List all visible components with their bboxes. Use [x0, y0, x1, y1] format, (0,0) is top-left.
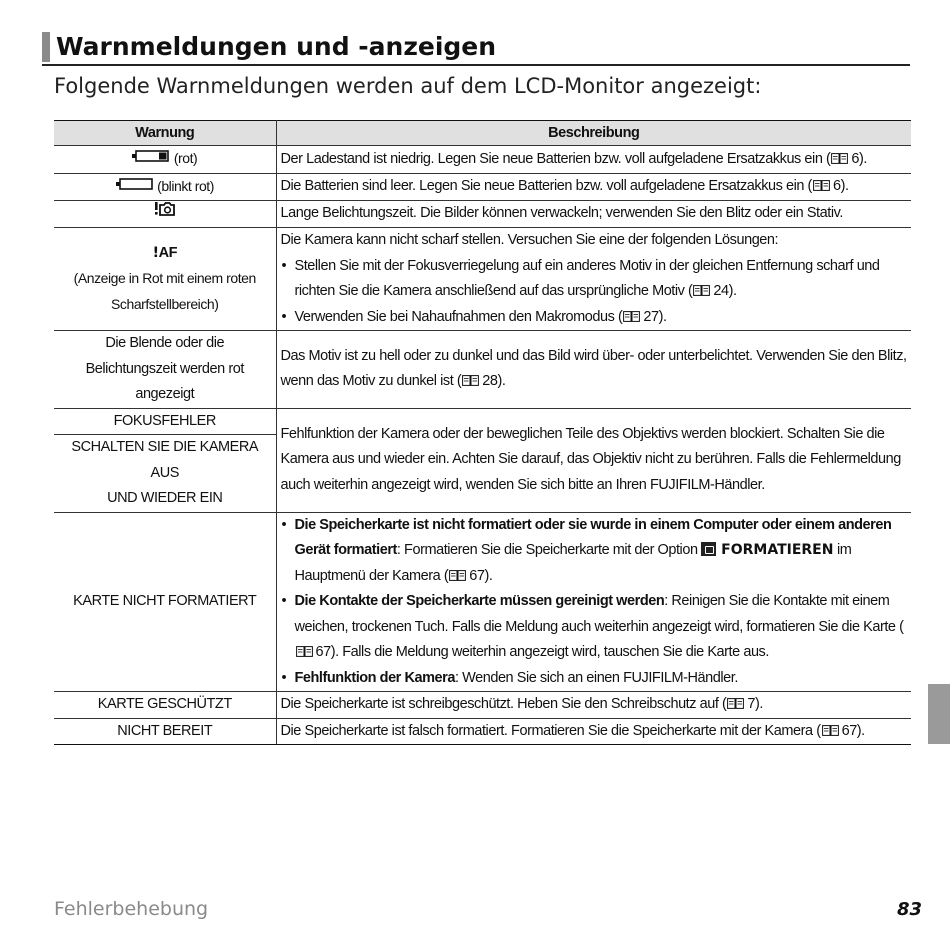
bullet-text: : Wenden Sie sich an einen FUJIFILM-Händler.: [454, 669, 738, 686]
warning-cell: KARTE GESCHÜTZT: [54, 692, 276, 719]
warnings-table: [54, 120, 911, 745]
description-cell: [276, 718, 911, 745]
page-reference: 67).: [841, 722, 865, 739]
page-reference: 67).: [469, 567, 493, 584]
warning-note: (Anzeige in Rot mit einem roten: [73, 270, 256, 287]
chapter-side-tab: [928, 684, 950, 744]
description-text: Die Speicherkarte ist schreibgeschützt. Heben Sie den Schreibschutz auf (: [280, 696, 727, 713]
description-cell: [276, 692, 911, 719]
description-cell: [276, 331, 911, 409]
page-reference: 67). Falls die Meldung weiterhin angezeigt wird, tauschen Sie die Karte aus.: [315, 644, 769, 661]
warning-cell: [54, 408, 276, 512]
warning-cell: [54, 228, 276, 331]
warning-text: SCHALTEN SIE DIE KAMERA AUS: [71, 439, 259, 481]
bullet-text: : Formatieren Sie die Speicherkarte mit der Option: [396, 542, 702, 559]
warning-note: (rot): [173, 150, 198, 166]
table-row: [54, 201, 911, 228]
description-cell: [276, 408, 911, 512]
description-cell: [276, 228, 911, 331]
af-label: AF: [158, 244, 178, 261]
table-row: [54, 228, 911, 331]
book-reference-icon: [727, 698, 744, 709]
list-item: [281, 305, 908, 331]
table-row: [54, 173, 911, 201]
title-accent-bar: [42, 32, 50, 62]
table-row: [54, 692, 911, 719]
page-number: 83: [896, 899, 922, 920]
book-reference-icon: [623, 311, 640, 322]
book-reference-icon: [831, 153, 848, 164]
warning-text: UND WIEDER EIN: [107, 490, 223, 507]
battery-low-icon: [132, 146, 170, 172]
page-reference: 6).: [851, 150, 867, 167]
table-row: [54, 146, 911, 174]
warning-cell: [54, 173, 276, 201]
page-reference: 24).: [713, 283, 737, 300]
warning-cell: [54, 146, 276, 174]
exclamation-icon: !: [152, 244, 159, 261]
description-text: Die Batterien sind leer. Legen Sie neue Batterien bzw. voll aufgeladene Ersatzakkus ein (: [280, 178, 812, 194]
warning-text: Belichtungszeit werden rot: [85, 360, 244, 377]
list-item: [281, 254, 908, 305]
book-reference-icon: [449, 570, 466, 581]
description-text: Die Speicherkarte ist falsch formatiert. Formatieren Sie die Speicherkarte mit der Kamera (: [280, 722, 821, 739]
warning-text: FOKUSFEHLER: [54, 409, 276, 436]
warning-cell: NICHT BEREIT: [54, 718, 276, 745]
description-text: Lange Belichtungszeit. Die Bilder können verwackeln; verwenden Sie den Blitz oder ein Stativ.: [280, 205, 843, 222]
warning-text: angezeigt: [135, 386, 195, 403]
bullet-text: Verwenden Sie bei Nahaufnahmen den Makromodus (: [294, 308, 623, 325]
table-header-row: [54, 121, 911, 146]
book-reference-icon: [693, 285, 710, 296]
bullet-bold-text: Die Speicherkarte ist nicht formatiert oder sie wurde in einem Computer oder einem anderen Gerät formatiert: [294, 516, 892, 559]
list-item: [281, 589, 908, 666]
page-subtitle: Folgende Warnmeldungen werden auf dem LCD-Monitor angezeigt:: [54, 74, 762, 98]
page-reference: 7).: [747, 696, 763, 713]
book-reference-icon: [822, 725, 839, 736]
setup-menu-icon: [701, 542, 716, 556]
description-text: Das Motiv ist zu hell oder zu dunkel und das Bild wird über- oder unterbelichtet. Verwenden Sie den Blitz, wenn das Motiv zu dunkel ist (: [280, 347, 907, 390]
list-item: [281, 666, 908, 692]
description-cell: [276, 512, 911, 692]
description-cell: [276, 173, 911, 201]
page-reference: 27).: [643, 308, 667, 325]
page-reference: 6).: [832, 178, 849, 194]
description-text: Die Kamera kann nicht scharf stellen. Versuchen Sie eine der folgenden Lösungen:: [280, 232, 779, 249]
warning-cell: [54, 201, 276, 228]
warning-note: (blinkt rot): [157, 177, 214, 194]
book-reference-icon: [813, 180, 830, 191]
page-title: Warnmeldungen und -anzeigen: [56, 32, 497, 61]
warning-note: Scharfstellbereich): [111, 295, 219, 312]
header-warning: Warnung: [54, 121, 276, 146]
description-text: Der Ladestand ist niedrig. Legen Sie neue Batterien bzw. voll aufgeladene Ersatzakkus ein (: [280, 150, 831, 167]
table-row: [54, 512, 911, 692]
table-row: [54, 331, 911, 409]
warning-cell: [54, 331, 276, 409]
list-item: [281, 513, 908, 590]
title-block: [42, 30, 910, 66]
menu-option-label: FORMATIEREN: [721, 542, 834, 559]
af-warning: [58, 241, 272, 267]
footer-section-name: Fehlerbehebung: [54, 898, 209, 920]
description-text: Fehlfunktion der Kamera oder der beweglichen Teile des Objektivs werden blockiert. Schalten Sie die Kamera aus und wieder ein. Achten Sie darauf, das Objektiv nicht zu berühren. Falls die Fehlermeldung auch weiterhin angezeigt wird, wenden Sie sich bitte an Ihren FUJIFILM-Händler.: [280, 425, 901, 493]
book-reference-icon: [296, 646, 313, 657]
warning-cell: KARTE NICHT FORMATIERT: [54, 512, 276, 692]
bullet-text: Stellen Sie mit der Fokusverriegelung auf ein anderes Motiv in der gleichen Entfernung scharf und richten Sie die Kamera anschließend auf das ursprüngliche Motiv (: [294, 257, 880, 300]
header-description: Beschreibung: [276, 121, 911, 146]
description-cell: [276, 146, 911, 174]
bullet-text: : Reinigen Sie die Kontakte mit einem weichen, trockenen Tuch. Falls die Meldung auch weiterhin angezeigt wird, formatieren Sie die Karte (: [294, 593, 904, 635]
table-row: [54, 408, 911, 512]
warning-text: Die Blende oder die: [105, 335, 225, 352]
page-reference: 28).: [482, 373, 506, 390]
bullet-bold-text: Fehlfunktion der Kamera: [294, 669, 455, 686]
book-reference-icon: [462, 375, 479, 386]
description-cell: [276, 201, 911, 228]
table-row: [54, 718, 911, 745]
battery-empty-icon: [116, 174, 154, 200]
bullet-bold-text: Die Kontakte der Speicherkarte müssen gereinigt werden: [294, 593, 665, 610]
bullet-text: im Hauptmenü der Kamera (: [294, 542, 852, 584]
camera-shake-icon: [153, 201, 177, 227]
